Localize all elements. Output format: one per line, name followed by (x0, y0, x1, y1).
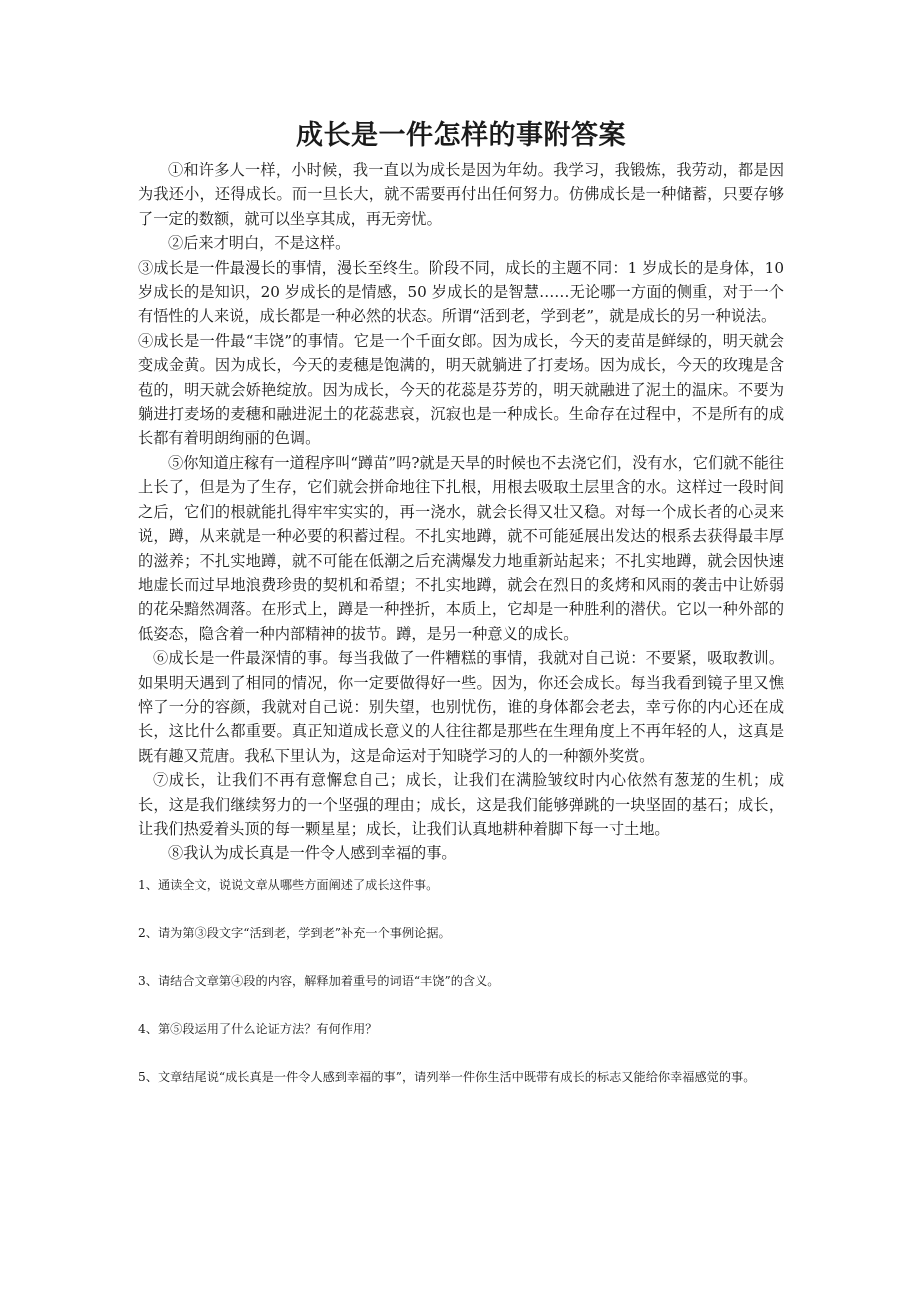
article-body (138, 158, 784, 866)
paragraph-4: ④成长是一件最“丰饶”的事情。它是一个千面女郎。因为成长，今天的麦苗是鲜绿的，明天就会变成金黄。因为成长，今天的麦穗是饱满的，明天就躺进了打麦场。因为成长，今天的玫瑰是含苞的，明天就会娇艳绽放。因为成长，今天的花蕊是芬芳的，明天就融进了泥土的温床。不要为躺进打麦场的麦穗和融进泥土的花蕊悲哀，沉寂也是一种成长。生命存在过程中，不是所有的成长都有着明朗绚丽的色调。 (138, 331, 784, 448)
question-3: 3、请结合文章第④段的内容，解释加着重号的词语“丰饶”的含义。 (138, 973, 500, 988)
question-5: 5、文章结尾说“成长真是一件令人感到幸福的事”，请列举一件你生活中既带有成长的标志又能给你幸福感觉的事。 (138, 1069, 756, 1084)
paragraph-8: ⑧我认为成长真是一件令人感到幸福的事。 (168, 844, 457, 863)
paragraph-5: ⑤你知道庄稼有一道程序叫“蹲苗”吗?就是天旱的时候也不去浇它们，没有水，它们就不能往上长了，但是为了生存，它们就会拼命地往下扎根，用根去吸取土层里含的水。这样过一段时间之后，它们的根就能扎得牢牢实实的，再一浇水，就会长得又壮又稳。对每一个成长者的心灵来说，蹲，从来就是一种必要的积蓄过程。不扎实地蹲，就不可能延展出发达的根系去获得最丰厚的滋养；不扎实地蹲，就不可能在低潮之后充满爆发力地重新站起来；不扎实地蹲，就会因快速地虚长而过早地浪费珍贵的契机和希望；不扎实地蹲，就会在烈日的炙烤和风雨的袭击中让娇弱的花朵黯然凋落。在形式上，蹲是一种挫折，本质上，它却是一种胜利的潜伏。它以一种外部的低姿态，隐含着一种内部精神的拔节。蹲，是另一种意义的成长。 (138, 453, 784, 643)
question-2: 2、请为第③段文字“活到老，学到老”补充一个事例论据。 (138, 925, 451, 940)
question-4: 4、第⑤段运用了什么论证方法？有何作用？ (138, 1021, 378, 1036)
question-1: 1、通读全文，说说文章从哪些方面阐述了成长这件事。 (138, 877, 439, 892)
paragraph-1: ①和许多人一样，小时候，我一直以为成长是因为年幼。我学习，我锻炼，我劳动，都是因为我还小，还得成长。而一旦长大，就不需要再付出任何努力。仿佛成长是一种储蓄，只要存够了一定的数额，就可以坐享其成，再无旁忧。 (138, 161, 784, 228)
paragraph-6: ⑥成长是一件最深情的事。每当我做了一件糟糕的事情，我就对自己说：不要紧，吸取教训。如果明天遇到了相同的情况，你一定要做得好一些。因为，你还会成长。每当我看到镜子里又憔悴了一分的容颜，我就对自己说：别失望，也别忧伤，谁的身体都会老去，幸亏你的内心还在成长，这比什么都重要。真正知道成长意义的人往往都是那些在生理角度上不再年轻的人，这真是既有趣又荒唐。我私下里认为，这是命运对于知晓学习的人的一种额外奖赏。 (138, 649, 784, 765)
document-title: 成长是一件怎样的事附答案 (296, 120, 626, 151)
question-list (138, 874, 784, 1088)
paragraph-3: ③成长是一件最漫长的事情，漫长至终生。阶段不同，成长的主题不同：1 岁成长的是身体，10 岁成长的是知识，20 岁成长的是情感，50 岁成长的是智慧……无论哪一方面的侧重，对于一个有悟性的人来说，成长都是一种必然的状态。所谓“活到老，学到老”，就是成长的另一种说法。 (138, 258, 784, 326)
document-page (138, 118, 784, 1088)
paragraph-2: ②后来才明白，不是这样。 (168, 234, 351, 253)
paragraph-7: ⑦成长，让我们不再有意懈怠自己；成长，让我们在满脸皱纹时内心依然有葱茏的生机；成长，这是我们继续努力的一个坚强的理由；成长，这是我们能够弹跳的一块坚固的基石；成长，让我们热爱着头顶的每一颗星星；成长，让我们认真地耕种着脚下每一寸土地。 (138, 771, 784, 838)
